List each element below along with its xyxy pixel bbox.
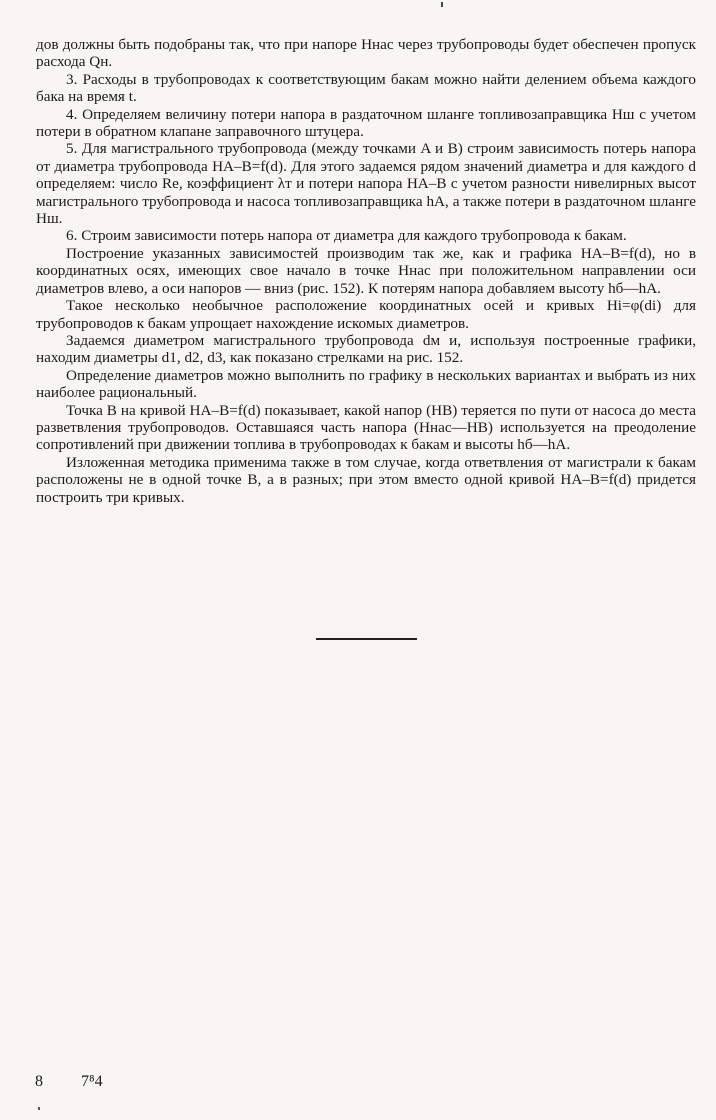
paragraph: Задаемся диаметром магистрального трубопровода dм и, используя построенные графики, находим диаметры d1, d2, d3, как показано стрелками на рис. 152.	[36, 331, 696, 367]
page-footer	[35, 1073, 103, 1091]
paragraph: 5. Для магистрального трубопровода (между точками A и B) строим зависимость потерь напора от диаметра трубопровода HA–B=f(d). Для этого задаемся рядом значений диаметра и для каждого d определяем: число Re, коэффициент λт и потери напора HA–B с учетом разности нивелирных высот магистрального трубопровода и насоса топливозаправщика hA, а также потери в раздаточном шланге Hш.	[36, 140, 696, 228]
footer-signature-number: 7⁸4	[81, 1073, 103, 1090]
scan-speck	[441, 2, 443, 7]
paragraph: Построение указанных зависимостей производим так же, как и графика HA–B=f(d), но в координатных осях, имеющих свое начало в точке Hнас при положительном направлении оси диаметров влево, а оси напоров — вниз (рис. 152). К потерям напора добавляем высоту hб—hA.	[36, 244, 696, 297]
footer-page-number: 8	[35, 1073, 43, 1090]
scan-speck	[38, 1107, 40, 1110]
paragraph: 6. Строим зависимости потерь напора от диаметра для каждого трубопровода к бакам.	[66, 227, 627, 245]
page-body	[36, 36, 696, 506]
paragraph: 4. Определяем величину потери напора в раздаточном шланге топливозаправщика Hш с учетом потери в обратном клапане заправочного штуцера.	[36, 105, 696, 141]
paragraph: Изложенная методика применима также в том случае, когда ответвления от магистрали к бакам расположены не в одной точке B, а в разных; при этом вместо одной кривой HA–B=f(d) придется построить три кривых.	[36, 453, 696, 506]
paragraph: Определение диаметров можно выполнить по графику в нескольких вариантах и выбрать из них наиболее рациональный.	[36, 366, 696, 402]
paragraph: Точка B на кривой HA–B=f(d) показывает, какой напор (HB) теряется по пути от насоса до места разветвления трубопроводов. Оставшаяся часть напора (Hнас—HB) используется на преодоление сопротивлений при движении топлива в трубопроводах к бакам и высоты hб—hA.	[36, 401, 696, 454]
paragraph: Такое несколько необычное расположение координатных осей и кривых Hi=φ(di) для трубопроводов к бакам упрощает нахождение искомых диаметров.	[36, 297, 696, 332]
section-end-rule	[316, 638, 417, 640]
paragraph: дов должны быть подобраны так, что при напоре Hнас через трубопроводы будет обеспечен пропуск расхода Qн.	[36, 36, 696, 71]
paragraph: 3. Расходы в трубопроводах к соответствующим бакам можно найти делением объема каждого бака на время t.	[36, 70, 696, 106]
